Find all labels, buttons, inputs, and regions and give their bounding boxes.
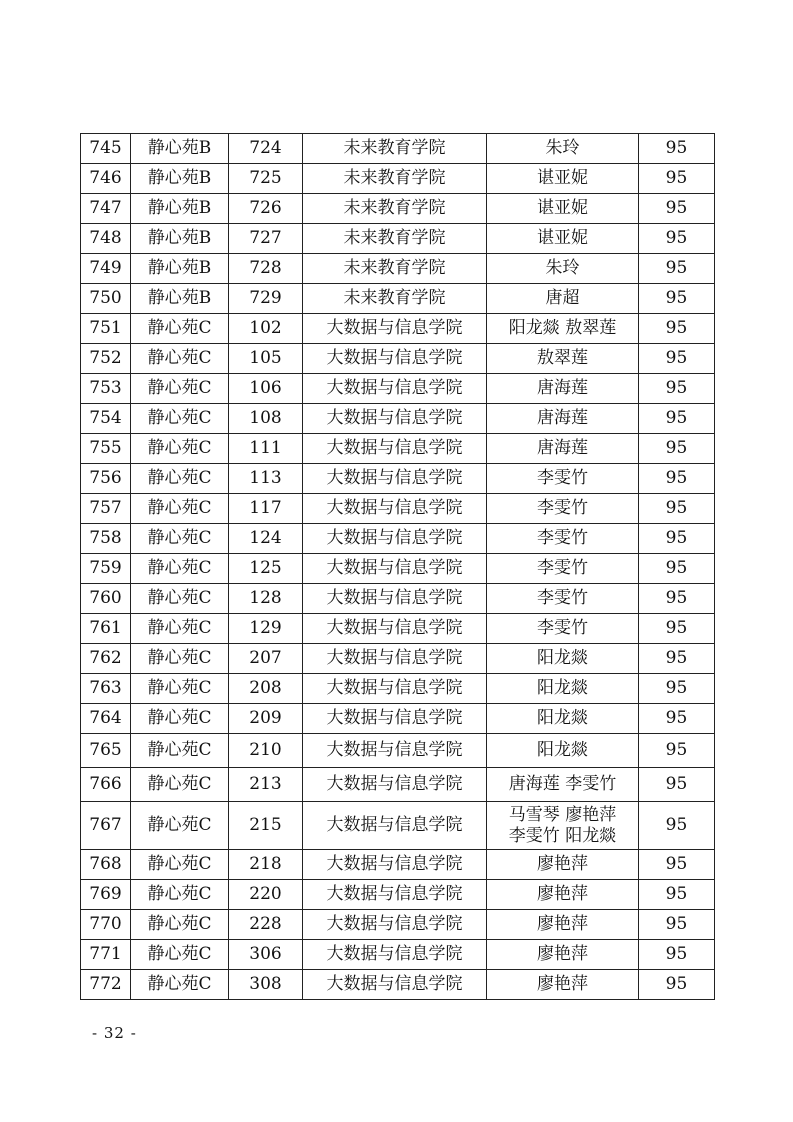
responsible-person-name: 廖艳萍 <box>537 914 588 934</box>
college-cell: 大数据与信息学院 <box>303 704 487 734</box>
room-number-cell: 208 <box>229 674 303 704</box>
row-number-cell: 766 <box>81 768 131 802</box>
responsible-person-cell <box>487 224 639 254</box>
college-cell: 大数据与信息学院 <box>303 434 487 464</box>
responsible-person-cell <box>487 850 639 880</box>
table-row <box>81 254 715 284</box>
row-number-cell: 772 <box>81 970 131 1000</box>
table-row <box>81 970 715 1000</box>
score-cell: 95 <box>639 404 715 434</box>
responsible-person-name: 谌亚妮 <box>537 228 588 248</box>
row-number-cell: 752 <box>81 344 131 374</box>
score-cell: 95 <box>639 164 715 194</box>
responsible-person-name: 阳龙燚 敖翠莲 <box>508 318 617 338</box>
responsible-person-name: 唐海莲 <box>537 408 588 428</box>
college-cell: 大数据与信息学院 <box>303 940 487 970</box>
college-cell: 大数据与信息学院 <box>303 768 487 802</box>
room-number-cell: 111 <box>229 434 303 464</box>
table-row <box>81 554 715 584</box>
table-row <box>81 284 715 314</box>
row-number-cell: 754 <box>81 404 131 434</box>
responsible-person-name: 谌亚妮 <box>537 198 588 218</box>
college-cell: 大数据与信息学院 <box>303 970 487 1000</box>
responsible-person-name: 阳龙燚 <box>537 648 588 668</box>
building-cell: 静心苑C <box>131 434 229 464</box>
row-number-cell: 769 <box>81 880 131 910</box>
responsible-person-cell <box>487 404 639 434</box>
responsible-person-cell <box>487 910 639 940</box>
college-cell: 大数据与信息学院 <box>303 584 487 614</box>
room-number-cell: 210 <box>229 734 303 768</box>
building-cell: 静心苑B <box>131 224 229 254</box>
responsible-person-name: 阳龙燚 <box>537 740 588 760</box>
room-number-cell: 113 <box>229 464 303 494</box>
score-cell: 95 <box>639 254 715 284</box>
score-cell: 95 <box>639 194 715 224</box>
room-number-cell: 106 <box>229 374 303 404</box>
college-cell: 大数据与信息学院 <box>303 850 487 880</box>
score-cell: 95 <box>639 910 715 940</box>
college-cell: 大数据与信息学院 <box>303 802 487 850</box>
room-number-cell: 726 <box>229 194 303 224</box>
room-number-cell: 725 <box>229 164 303 194</box>
room-number-cell: 129 <box>229 614 303 644</box>
college-cell: 未来教育学院 <box>303 284 487 314</box>
room-number-cell: 105 <box>229 344 303 374</box>
responsible-person-cell <box>487 464 639 494</box>
responsible-person-cell <box>487 802 639 850</box>
responsible-person-cell <box>487 614 639 644</box>
responsible-person-name: 廖艳萍 <box>537 974 588 994</box>
responsible-person-name: 唐超 <box>545 288 580 308</box>
row-number-cell: 758 <box>81 524 131 554</box>
score-cell: 95 <box>639 434 715 464</box>
room-number-cell: 724 <box>229 134 303 164</box>
responsible-person-cell <box>487 314 639 344</box>
college-cell: 大数据与信息学院 <box>303 880 487 910</box>
building-cell: 静心苑C <box>131 970 229 1000</box>
score-cell: 95 <box>639 734 715 768</box>
score-cell: 95 <box>639 940 715 970</box>
room-number-cell: 218 <box>229 850 303 880</box>
table-row <box>81 164 715 194</box>
table-body <box>81 134 715 1000</box>
room-number-cell: 128 <box>229 584 303 614</box>
college-cell: 大数据与信息学院 <box>303 494 487 524</box>
responsible-person-name: 唐海莲 李雯竹 <box>508 774 617 794</box>
responsible-person-name: 敖翠莲 <box>537 348 588 368</box>
building-cell: 静心苑C <box>131 850 229 880</box>
row-number-cell: 770 <box>81 910 131 940</box>
responsible-person-cell <box>487 940 639 970</box>
dormitory-score-table-container <box>80 133 714 1000</box>
table-row <box>81 194 715 224</box>
row-number-cell: 760 <box>81 584 131 614</box>
building-cell: 静心苑C <box>131 404 229 434</box>
building-cell: 静心苑C <box>131 644 229 674</box>
building-cell: 静心苑C <box>131 768 229 802</box>
responsible-person-name: 廖艳萍 <box>537 944 588 964</box>
row-number-cell: 757 <box>81 494 131 524</box>
responsible-person-name: 阳龙燚 <box>537 678 588 698</box>
building-cell: 静心苑C <box>131 802 229 850</box>
building-cell: 静心苑B <box>131 134 229 164</box>
building-cell: 静心苑B <box>131 254 229 284</box>
building-cell: 静心苑C <box>131 704 229 734</box>
college-cell: 未来教育学院 <box>303 224 487 254</box>
building-cell: 静心苑C <box>131 554 229 584</box>
score-cell: 95 <box>639 464 715 494</box>
responsible-person-name: 唐海莲 <box>537 378 588 398</box>
row-number-cell: 764 <box>81 704 131 734</box>
table-row <box>81 880 715 910</box>
responsible-person-cell <box>487 434 639 464</box>
responsible-person-name: 李雯竹 <box>537 588 588 608</box>
table-row <box>81 524 715 554</box>
score-cell: 95 <box>639 674 715 704</box>
score-cell: 95 <box>639 850 715 880</box>
table-row <box>81 314 715 344</box>
responsible-person-name: 阳龙燚 <box>537 708 588 728</box>
responsible-person-cell <box>487 674 639 704</box>
college-cell: 大数据与信息学院 <box>303 554 487 584</box>
building-cell: 静心苑C <box>131 614 229 644</box>
building-cell: 静心苑B <box>131 194 229 224</box>
responsible-person-cell <box>487 704 639 734</box>
room-number-cell: 102 <box>229 314 303 344</box>
row-number-cell: 761 <box>81 614 131 644</box>
score-cell: 95 <box>639 374 715 404</box>
building-cell: 静心苑C <box>131 584 229 614</box>
responsible-person-cell <box>487 880 639 910</box>
row-number-cell: 746 <box>81 164 131 194</box>
college-cell: 未来教育学院 <box>303 254 487 284</box>
building-cell: 静心苑C <box>131 314 229 344</box>
row-number-cell: 768 <box>81 850 131 880</box>
responsible-person-cell <box>487 344 639 374</box>
score-cell: 95 <box>639 524 715 554</box>
responsible-person-name: 李雯竹 阳龙燚 <box>508 825 617 846</box>
room-number-cell: 228 <box>229 910 303 940</box>
score-cell: 95 <box>639 344 715 374</box>
dormitory-score-table <box>80 133 715 1000</box>
responsible-person-cell <box>487 644 639 674</box>
college-cell: 大数据与信息学院 <box>303 524 487 554</box>
table-row <box>81 224 715 254</box>
room-number-cell: 308 <box>229 970 303 1000</box>
responsible-person-cell <box>487 584 639 614</box>
score-cell: 95 <box>639 494 715 524</box>
building-cell: 静心苑C <box>131 464 229 494</box>
building-cell: 静心苑C <box>131 344 229 374</box>
row-number-cell: 762 <box>81 644 131 674</box>
table-row <box>81 734 715 768</box>
college-cell: 大数据与信息学院 <box>303 344 487 374</box>
table-row <box>81 704 715 734</box>
score-cell: 95 <box>639 880 715 910</box>
responsible-person-name: 朱玲 <box>545 258 580 278</box>
table-row <box>81 850 715 880</box>
score-cell: 95 <box>639 614 715 644</box>
college-cell: 大数据与信息学院 <box>303 674 487 704</box>
row-number-cell: 771 <box>81 940 131 970</box>
responsible-person-name: 廖艳萍 <box>537 884 588 904</box>
building-cell: 静心苑B <box>131 284 229 314</box>
responsible-person-cell <box>487 554 639 584</box>
table-row <box>81 344 715 374</box>
building-cell: 静心苑C <box>131 374 229 404</box>
building-cell: 静心苑C <box>131 494 229 524</box>
room-number-cell: 124 <box>229 524 303 554</box>
room-number-cell: 207 <box>229 644 303 674</box>
score-cell: 95 <box>639 970 715 1000</box>
room-number-cell: 220 <box>229 880 303 910</box>
score-cell: 95 <box>639 802 715 850</box>
table-row <box>81 644 715 674</box>
table-row <box>81 494 715 524</box>
table-row <box>81 802 715 850</box>
college-cell: 大数据与信息学院 <box>303 374 487 404</box>
college-cell: 大数据与信息学院 <box>303 404 487 434</box>
score-cell: 95 <box>639 554 715 584</box>
room-number-cell: 117 <box>229 494 303 524</box>
row-number-cell: 753 <box>81 374 131 404</box>
room-number-cell: 728 <box>229 254 303 284</box>
score-cell: 95 <box>639 224 715 254</box>
responsible-person-name: 朱玲 <box>545 138 580 158</box>
score-cell: 95 <box>639 768 715 802</box>
responsible-person-cell <box>487 164 639 194</box>
responsible-person-name: 谌亚妮 <box>537 168 588 188</box>
responsible-person-cell <box>487 374 639 404</box>
room-number-cell: 213 <box>229 768 303 802</box>
score-cell: 95 <box>639 584 715 614</box>
room-number-cell: 209 <box>229 704 303 734</box>
table-row <box>81 134 715 164</box>
table-row <box>81 768 715 802</box>
responsible-person-cell <box>487 284 639 314</box>
table-row <box>81 584 715 614</box>
responsible-person-cell <box>487 254 639 284</box>
college-cell: 大数据与信息学院 <box>303 464 487 494</box>
row-number-cell: 765 <box>81 734 131 768</box>
room-number-cell: 727 <box>229 224 303 254</box>
row-number-cell: 767 <box>81 802 131 850</box>
responsible-person-name: 李雯竹 <box>537 468 588 488</box>
building-cell: 静心苑C <box>131 734 229 768</box>
college-cell: 大数据与信息学院 <box>303 314 487 344</box>
room-number-cell: 125 <box>229 554 303 584</box>
responsible-person-cell <box>487 970 639 1000</box>
page-number: - 32 - <box>92 1024 137 1042</box>
row-number-cell: 763 <box>81 674 131 704</box>
responsible-person-cell <box>487 494 639 524</box>
responsible-person-cell <box>487 194 639 224</box>
score-cell: 95 <box>639 134 715 164</box>
score-cell: 95 <box>639 314 715 344</box>
building-cell: 静心苑B <box>131 164 229 194</box>
table-row <box>81 434 715 464</box>
room-number-cell: 108 <box>229 404 303 434</box>
responsible-person-name: 李雯竹 <box>537 618 588 638</box>
row-number-cell: 750 <box>81 284 131 314</box>
college-cell: 未来教育学院 <box>303 164 487 194</box>
score-cell: 95 <box>639 284 715 314</box>
college-cell: 大数据与信息学院 <box>303 644 487 674</box>
responsible-person-cell <box>487 134 639 164</box>
row-number-cell: 759 <box>81 554 131 584</box>
responsible-person-name: 马雪琴 廖艳萍 <box>508 804 617 825</box>
score-cell: 95 <box>639 644 715 674</box>
building-cell: 静心苑C <box>131 910 229 940</box>
row-number-cell: 749 <box>81 254 131 284</box>
room-number-cell: 306 <box>229 940 303 970</box>
row-number-cell: 748 <box>81 224 131 254</box>
row-number-cell: 745 <box>81 134 131 164</box>
building-cell: 静心苑C <box>131 674 229 704</box>
row-number-cell: 751 <box>81 314 131 344</box>
row-number-cell: 755 <box>81 434 131 464</box>
responsible-person-name: 李雯竹 <box>537 528 588 548</box>
responsible-person-cell <box>487 768 639 802</box>
responsible-person-name: 李雯竹 <box>537 498 588 518</box>
building-cell: 静心苑C <box>131 940 229 970</box>
building-cell: 静心苑C <box>131 880 229 910</box>
table-row <box>81 614 715 644</box>
college-cell: 大数据与信息学院 <box>303 734 487 768</box>
responsible-person-cell <box>487 524 639 554</box>
responsible-person-name: 唐海莲 <box>537 438 588 458</box>
responsible-person-name: 廖艳萍 <box>537 854 588 874</box>
college-cell: 大数据与信息学院 <box>303 910 487 940</box>
row-number-cell: 756 <box>81 464 131 494</box>
table-row <box>81 674 715 704</box>
row-number-cell: 747 <box>81 194 131 224</box>
score-cell: 95 <box>639 704 715 734</box>
room-number-cell: 215 <box>229 802 303 850</box>
college-cell: 未来教育学院 <box>303 134 487 164</box>
responsible-person-name: 李雯竹 <box>537 558 588 578</box>
college-cell: 大数据与信息学院 <box>303 614 487 644</box>
table-row <box>81 404 715 434</box>
room-number-cell: 729 <box>229 284 303 314</box>
college-cell: 未来教育学院 <box>303 194 487 224</box>
table-row <box>81 910 715 940</box>
building-cell: 静心苑C <box>131 524 229 554</box>
table-row <box>81 940 715 970</box>
table-row <box>81 374 715 404</box>
table-row <box>81 464 715 494</box>
responsible-person-cell <box>487 734 639 768</box>
